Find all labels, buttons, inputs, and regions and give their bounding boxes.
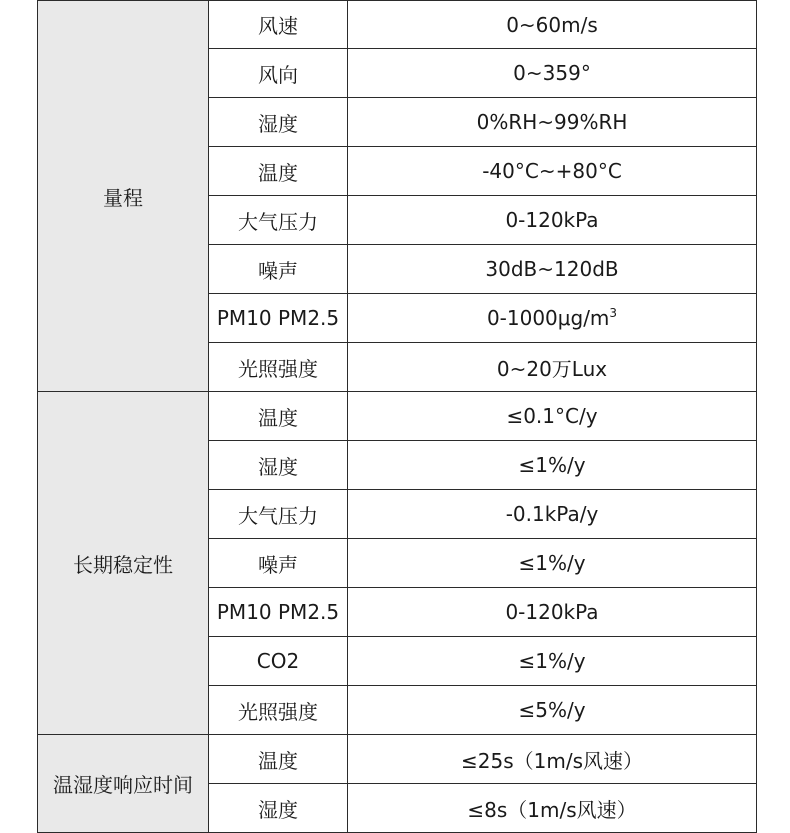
param-cell: 光照强度	[209, 343, 348, 392]
param-cell: 噪声	[209, 245, 348, 294]
value-cell: 0-120kPa	[348, 196, 757, 245]
param-cell: 温度	[209, 147, 348, 196]
table-row	[38, 1, 757, 49]
group-label-response-time: 温湿度响应时间	[38, 735, 209, 833]
value-cell: ≤5%/y	[348, 686, 757, 735]
value-cell: -0.1kPa/y	[348, 490, 757, 539]
value-text: 0-1000μg/m	[486, 306, 610, 330]
param-cell: PM10 PM2.5	[209, 294, 348, 343]
value-cell: -40°C~+80°C	[348, 147, 757, 196]
param-cell: 风向	[209, 49, 348, 98]
param-cell: 湿度	[209, 784, 348, 833]
value-cell: ≤8s（1m/s风速）	[348, 784, 757, 833]
param-cell: PM10 PM2.5	[209, 588, 348, 637]
table-row	[38, 392, 757, 441]
value-cell: ≤1%/y	[348, 637, 757, 686]
param-cell: 大气压力	[209, 196, 348, 245]
spec-table	[37, 0, 757, 833]
value-cell: ≤1%/y	[348, 539, 757, 588]
group-label-range: 量程	[38, 1, 209, 392]
value-cell: 0~20万Lux	[348, 343, 757, 392]
value-cell: 0%RH~99%RH	[348, 98, 757, 147]
param-cell: 光照强度	[209, 686, 348, 735]
param-cell: 湿度	[209, 441, 348, 490]
value-cell: ≤25s（1m/s风速）	[348, 735, 757, 784]
value-cell: 30dB~120dB	[348, 245, 757, 294]
value-cell: 0-120kPa	[348, 588, 757, 637]
param-cell: 噪声	[209, 539, 348, 588]
value-cell: 0~60m/s	[348, 1, 757, 49]
param-cell: 温度	[209, 392, 348, 441]
value-cell	[348, 294, 757, 343]
value-superscript: 3	[609, 306, 618, 320]
group-label-stability: 长期稳定性	[38, 392, 209, 735]
value-cell: ≤1%/y	[348, 441, 757, 490]
value-cell: 0~359°	[348, 49, 757, 98]
param-cell: 风速	[209, 1, 348, 49]
param-cell: 大气压力	[209, 490, 348, 539]
value-cell: ≤0.1°C/y	[348, 392, 757, 441]
param-cell: 温度	[209, 735, 348, 784]
param-cell: CO2	[209, 637, 348, 686]
table-row	[38, 735, 757, 784]
param-cell: 湿度	[209, 98, 348, 147]
